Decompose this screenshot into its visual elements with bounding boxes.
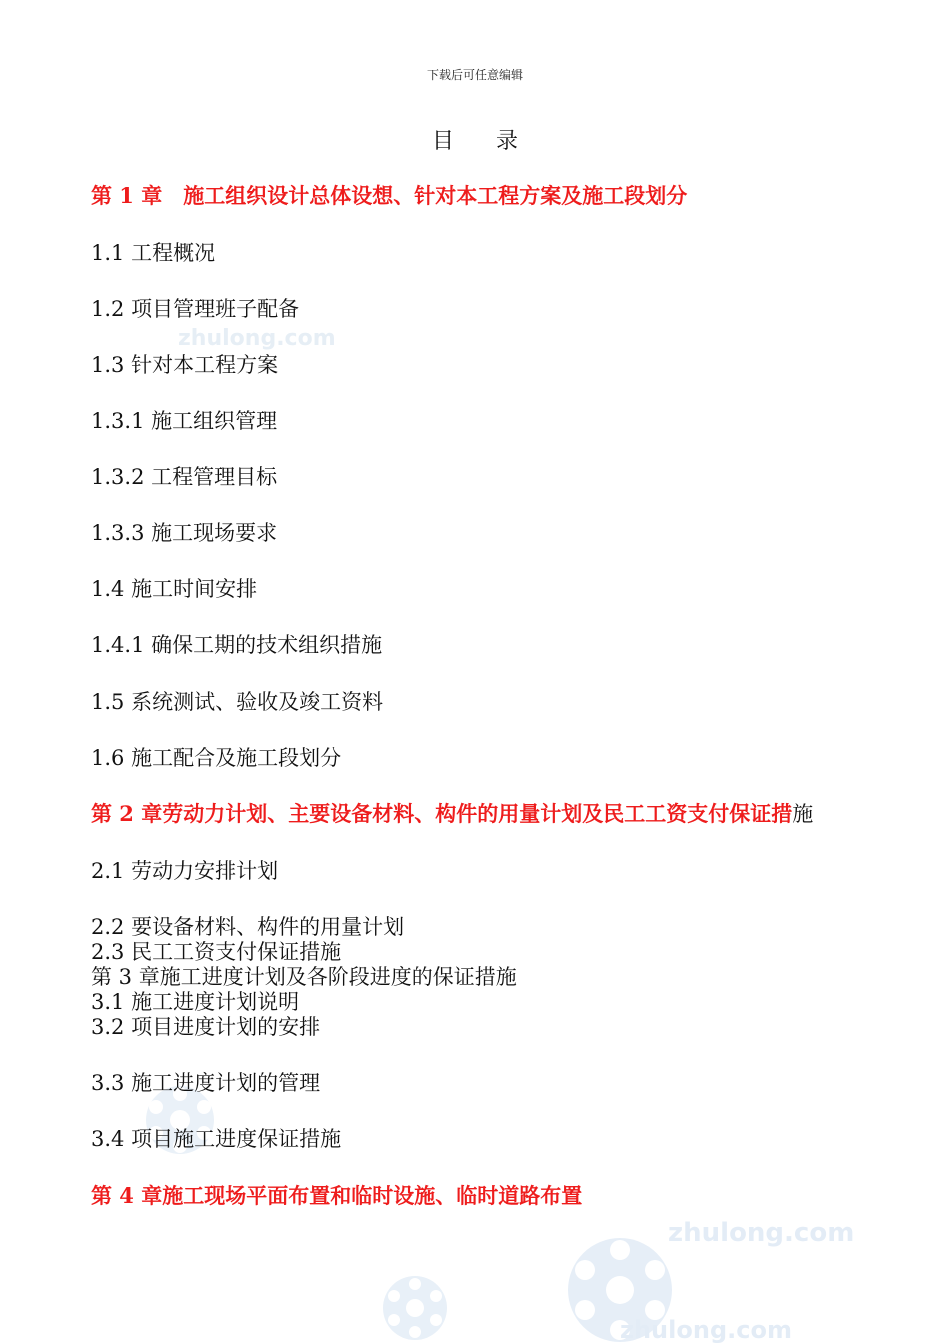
watermark-text: zhulong.com — [668, 1218, 855, 1248]
page-title — [0, 124, 950, 155]
toc-chapter-3: 第 3 章施工进度计划及各阶段进度的保证措施 — [91, 965, 517, 989]
title-char: 录 — [496, 129, 519, 154]
chapter-2-title: 第 2 章劳动力计划、主要设备材料、构件的用量计划及民工工资支付保证措 — [91, 801, 793, 826]
toc-chapter-2 — [91, 798, 813, 828]
toc-item: 1.3.1 施工组织管理 — [91, 409, 278, 433]
toc-item: 2.3 民工工资支付保证措施 — [91, 940, 342, 964]
toc-item: 1.3 针对本工程方案 — [91, 353, 279, 377]
toc-item: 1.3.3 施工现场要求 — [91, 521, 278, 545]
toc-chapter-1: 第 1 章 施工组织设计总体设想、针对本工程方案及施工段划分 — [91, 183, 688, 208]
toc-item: 1.1 工程概况 — [91, 241, 216, 265]
toc-item: 1.6 施工配合及施工段划分 — [91, 746, 342, 770]
toc-item: 2.2 要设备材料、构件的用量计划 — [91, 915, 405, 939]
toc-chapter-4: 第 4 章施工现场平面布置和临时设施、临时道路布置 — [91, 1183, 583, 1208]
title-char: 目 — [431, 129, 454, 154]
toc-item: 1.5 系统测试、验收及竣工资料 — [91, 690, 384, 714]
chapter-2-title-tail: 施 — [792, 802, 814, 826]
toc-item: 1.4.1 确保工期的技术组织措施 — [91, 633, 383, 657]
toc-item: 2.1 劳动力安排计划 — [91, 859, 279, 883]
toc-item: 1.2 项目管理班子配备 — [91, 297, 300, 321]
watermark-text: zhulong.com — [620, 1316, 792, 1344]
toc-item: 3.1 施工进度计划说明 — [91, 990, 300, 1014]
toc-item: 3.4 项目施工进度保证措施 — [91, 1127, 342, 1151]
toc-item: 1.3.2 工程管理目标 — [91, 465, 278, 489]
toc-item: 1.4 施工时间安排 — [91, 577, 258, 601]
watermark-text: zhulong.com — [178, 326, 336, 351]
watermark-logo-icon — [380, 1272, 450, 1344]
toc-item: 3.2 项目进度计划的安排 — [91, 1015, 321, 1039]
toc-item: 3.3 施工进度计划的管理 — [91, 1071, 321, 1095]
page-header: 下载后可任意编辑 — [426, 68, 523, 82]
